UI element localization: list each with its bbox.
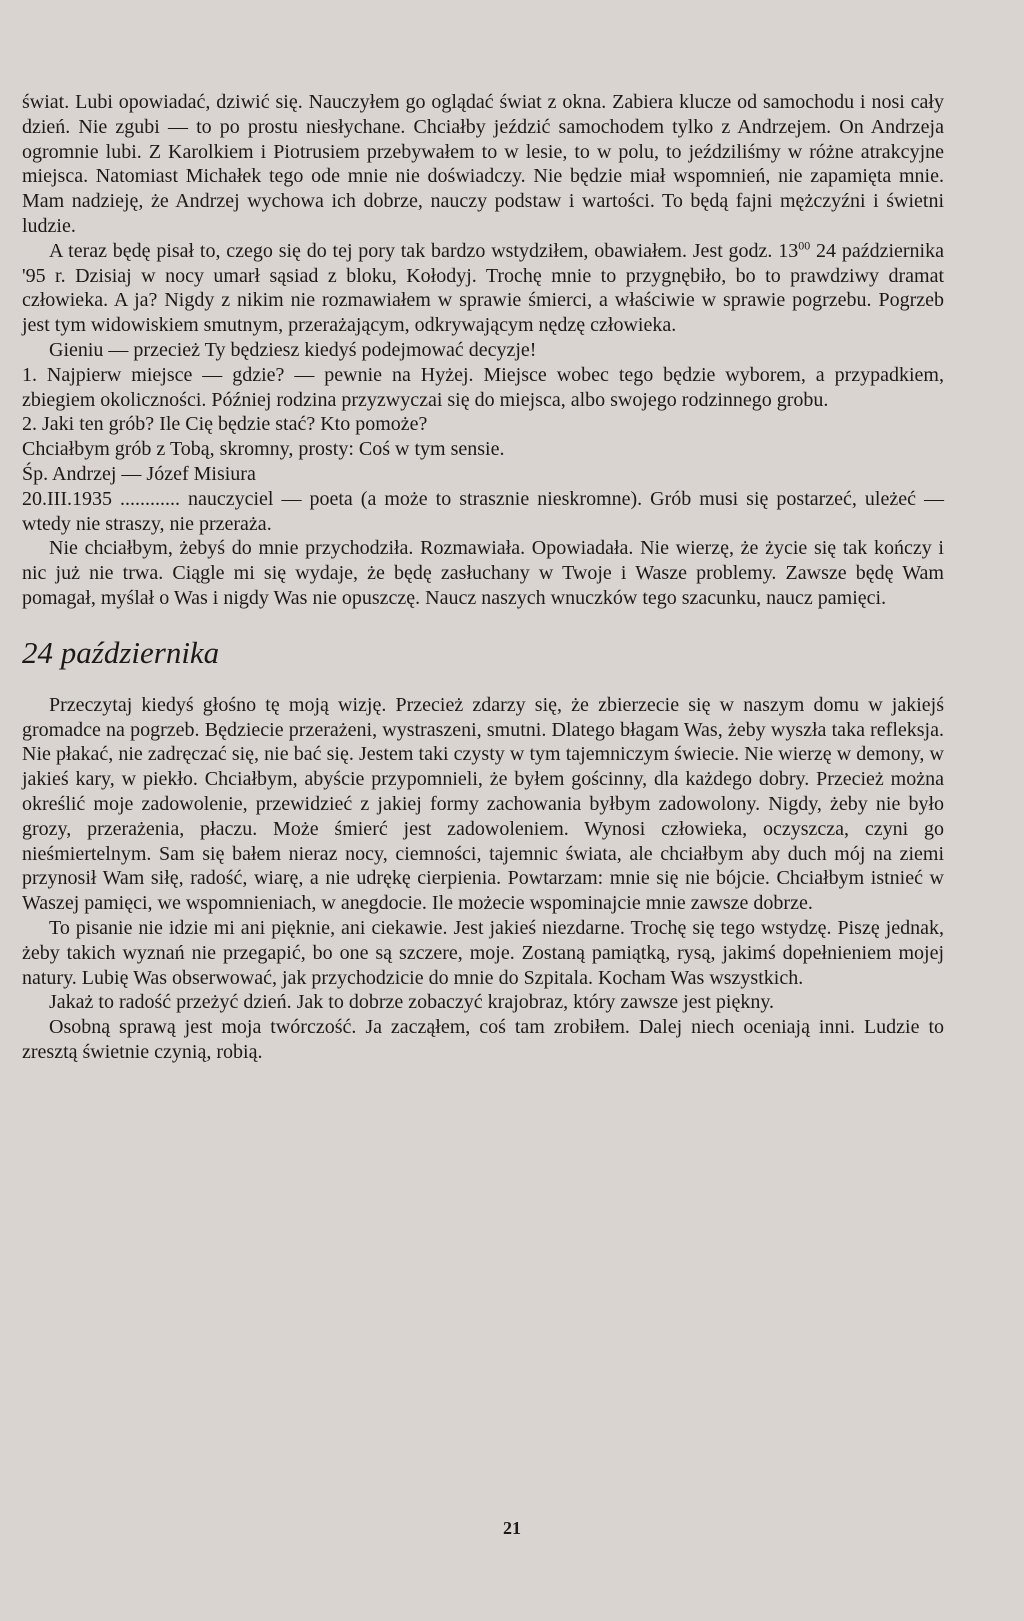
- superscript: 00: [798, 238, 811, 253]
- paragraph: Jakaż to radość przeżyć dzień. Jak to dobrze zobaczyć krajobraz, który zawsze jest piękny.: [49, 991, 775, 1014]
- list-item: 1. Najpierw miejsce — gdzie? — pewnie na Hyżej. Miejsce wobec tego będzie wyborem, a przypadkiem, zbiegiem okoliczności. Później rodzina przyzwyczai się do miejsca, albo swojego rodzinnego grobu.: [22, 363, 944, 411]
- inscription-line: 20.III.1935 ............ nauczyciel — poeta (a może to strasznie nieskromne). Grób musi się postarzeć, uleżeć — wtedy nie straszy, nie przeraża.: [22, 487, 944, 535]
- paragraph: [22, 239, 944, 338]
- paragraph: Nie chciałbym, żebyś do mnie przychodziła. Rozmawiała. Opowiadała. Nie wierzę, że życie się tak kończy i nic już nie trwa. Ciągle mi się wydaje, że będę zasłuchany w Twoje i Wasze problemy. Zawsze będę Wam pomagał, myślał o Was i nigdy Was nie opuszczę. Naucz naszych wnuczków tego szacunku, naucz pamięci.: [22, 537, 944, 609]
- paragraph: Osobną sprawą jest moja twórczość. Ja zacząłem, coś tam zrobiłem. Dalej niech oceniają inni. Ludzie to zresztą świetnie czynią, robią.: [22, 1016, 944, 1063]
- paragraph-text: 24 października '95 r. Dzisiaj w nocy umarł sąsiad z bloku, Kołodyj. Trochę mnie to przygnębiło, bo to prawdziwy dramat człowieka. A ja? Nigdy z nikim nie rozmawiałem w sprawie śmierci, a właściwie w sprawie pogrzebu. Pogrzeb jest tym widowiskiem smutnym, przerażającym, odkrywającym nędzę człowieka.: [22, 239, 944, 337]
- paragraph: Gieniu — przecież Ty będziesz kiedyś podejmować decyzje!: [49, 338, 537, 361]
- section-2: [22, 693, 944, 1065]
- page-number: 21: [503, 1518, 521, 1538]
- paragraph: To pisanie nie idzie mi ani pięknie, ani ciekawie. Jest jakieś niezdarne. Trochę się tego wstydzę. Piszę jednak, żeby takich wyznań nie przegapić, bo one są szczere, moje. Zostaną pamiątką, rysą, jakimś dopełnieniem mojej natury. Lubię Was obserwować, jak przychodzicie do mnie do Szpitala. Kocham Was wszystkich.: [22, 916, 944, 989]
- paragraph: Chciałbym grób z Tobą, skromny, prosty: Coś w tym sensie.: [22, 438, 505, 461]
- list-item: 2. Jaki ten grób? Ile Cię będzie stać? Kto pomoże?: [22, 413, 428, 436]
- inscription-line: Śp. Andrzej — Józef Misiura: [22, 462, 256, 485]
- section-1: [22, 90, 944, 611]
- section-heading: 24 października: [22, 634, 220, 670]
- paragraph: świat. Lubi opowiadać, dziwić się. Nauczyłem go oglądać świat z okna. Zabiera klucze od samochodu i nosi cały dzień. Nie zgubi — to po prostu niesłychane. Chciałby jeździć samochodem tylko z Andrzejem. On Andrzeja ogromnie lubi. Z Karolkiem i Piotrusiem przebywałem to w lesie, to w polu, to jeździliśmy w różne atrakcyjne miejsca. Natomiast Michałek tego ode mnie nie doświadczy. Nie będzie miał wspomnień, nie zapamięta mnie. Mam nadzieję, że Andrzej wychowa ich dobrze, nauczy podstaw i wartości. To będą fajni mężczyźni i świetni ludzie.: [22, 91, 944, 237]
- paragraph: Przeczytaj kiedyś głośno tę moją wizję. Przecież zdarzy się, że zbierzecie się w naszym domu w jakiejś gromadce na pogrzeb. Będziecie przerażeni, wystraszeni, smutni. Dlatego błagam Was, żeby wyszła taka refleksja. Nie płakać, nie zadręczać się, nie bać się. Jestem taki czysty w tym tajemniczym świecie. Nie wierzę w demony, w jakieś kary, w piekło. Chciałbym, abyście przypomnieli, że byłem gościnny, dla każdego dobry. Przecież można określić moje zadowolenie, przewidzieć z jakiej formy zachowania byłbym zadowolony. Nigdy, żeby nie było grozy, przerażenia, płaczu. Może śmierć jest zadowoleniem. Wynosi człowieka, oczyszcza, czyni go nieśmiertelnym. Sam się bałem nieraz nocy, ciemności, tajemnic świata, ale chciałbym aby duch mój na ziemi przynosił Wam siłę, radość, wiarę, a nie udrękę cierpienia. Powtarzam: mnie się nie bójcie. Chciałbym istnieć w Waszej pamięci, we wspomnieniach, w anegdocie. Ile możecie wspominajcie mnie zawsze dobrze.: [22, 693, 944, 915]
- paragraph-text: A teraz będę pisał to, czego się do tej pory tak bardzo wstydziłem, obawiałem. Jest godz. 13: [49, 239, 799, 262]
